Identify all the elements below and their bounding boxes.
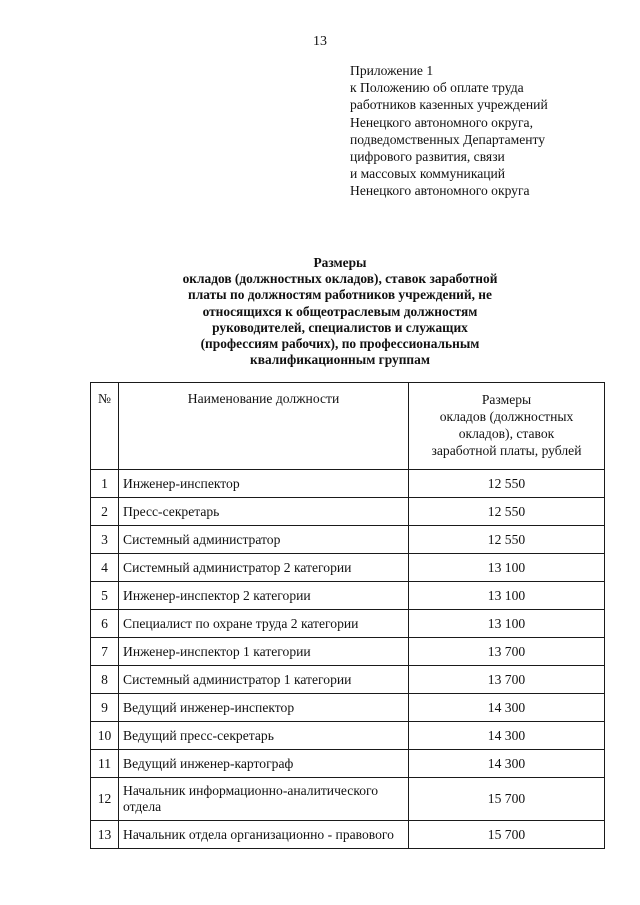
- appendix-line: цифрового развития, связи: [350, 149, 505, 165]
- page-number: 13: [313, 34, 327, 49]
- table-header-row: [91, 383, 605, 470]
- table-row: [91, 821, 605, 849]
- table-row: [91, 694, 605, 722]
- table-row: [91, 610, 605, 638]
- row-number: 10: [91, 722, 119, 750]
- salary-table: [90, 382, 605, 849]
- table-row: [91, 526, 605, 554]
- row-number: 7: [91, 638, 119, 666]
- row-position-name: Ведущий инженер-инспектор: [119, 694, 409, 722]
- row-position-name: Пресс-секретарь: [119, 498, 409, 526]
- row-number: 2: [91, 498, 119, 526]
- row-salary: 13 100: [409, 582, 605, 610]
- header-salary: [409, 383, 605, 470]
- table-row: [91, 582, 605, 610]
- row-salary: 13 700: [409, 638, 605, 666]
- row-salary: 14 300: [409, 694, 605, 722]
- row-position-name: Начальник отдела организационно - правового: [119, 821, 409, 849]
- title-line: платы по должностям работников учреждений, не: [188, 287, 492, 303]
- title-line: (профессиям рабочих), по профессиональным: [200, 336, 480, 352]
- row-position-name: Инженер-инспектор 2 категории: [119, 582, 409, 610]
- title-line: Размеры: [313, 255, 367, 270]
- appendix-line: Ненецкого автономного округа: [350, 183, 530, 199]
- header-number: №: [91, 383, 119, 470]
- appendix-line: и массовых коммуникаций: [350, 166, 506, 182]
- table-row: [91, 666, 605, 694]
- row-salary: 14 300: [409, 722, 605, 750]
- appendix-line: Ненецкого автономного округа,: [350, 114, 533, 130]
- header-salary-line: окладов (должностных: [439, 409, 574, 424]
- row-number: 12: [91, 778, 119, 821]
- row-salary: 13 100: [409, 610, 605, 638]
- row-salary: 12 550: [409, 498, 605, 526]
- row-position-name: Ведущий пресс-секретарь: [119, 722, 409, 750]
- row-number: 6: [91, 610, 119, 638]
- row-number: 3: [91, 526, 119, 554]
- header-salary-line: Размеры: [481, 392, 532, 407]
- document-title: [150, 255, 530, 368]
- table-row: [91, 750, 605, 778]
- title-line: руководителей, специалистов и служащих: [212, 319, 468, 335]
- row-salary: 13 100: [409, 554, 605, 582]
- row-number: 13: [91, 821, 119, 849]
- header-position-name: Наименование должности: [119, 383, 409, 470]
- row-position-name: Инженер-инспектор: [119, 470, 409, 498]
- header-salary-line: окладов), ставок: [458, 426, 555, 441]
- table-row: [91, 778, 605, 821]
- row-salary: 12 550: [409, 526, 605, 554]
- row-position-name: Системный администратор 2 категории: [119, 554, 409, 582]
- row-position-name: Системный администратор: [119, 526, 409, 554]
- row-position-name: Специалист по охране труда 2 категории: [119, 610, 409, 638]
- row-position-name: Инженер-инспектор 1 категории: [119, 638, 409, 666]
- row-position-name: Ведущий инженер-картограф: [119, 750, 409, 778]
- row-number: 5: [91, 582, 119, 610]
- table-row: [91, 638, 605, 666]
- row-salary: 14 300: [409, 750, 605, 778]
- row-number: 8: [91, 666, 119, 694]
- appendix-line: к Положению об оплате труда: [350, 80, 524, 96]
- table-row: [91, 722, 605, 750]
- row-position-name: Системный администратор 1 категории: [119, 666, 409, 694]
- appendix-line: Приложение 1: [350, 63, 434, 78]
- title-line: квалификационным группам: [250, 352, 430, 368]
- table-row: [91, 470, 605, 498]
- row-number: 11: [91, 750, 119, 778]
- title-line: относящихся к общеотраслевым должностям: [202, 303, 478, 319]
- row-number: 1: [91, 470, 119, 498]
- title-line: окладов (должностных окладов), ставок заработной: [182, 271, 498, 287]
- header-salary-line: заработной платы, рублей: [431, 443, 582, 458]
- appendix-note: [350, 62, 620, 200]
- appendix-line: работников казенных учреждений: [350, 97, 548, 113]
- row-salary: 15 700: [409, 778, 605, 821]
- row-number: 9: [91, 694, 119, 722]
- row-salary: 13 700: [409, 666, 605, 694]
- row-salary: 12 550: [409, 470, 605, 498]
- row-position-name: Начальник информационно-аналитического отдела: [119, 778, 409, 821]
- appendix-line: подведомственных Департаменту: [350, 131, 546, 147]
- table-row: [91, 554, 605, 582]
- row-salary: 15 700: [409, 821, 605, 849]
- row-number: 4: [91, 554, 119, 582]
- table-row: [91, 498, 605, 526]
